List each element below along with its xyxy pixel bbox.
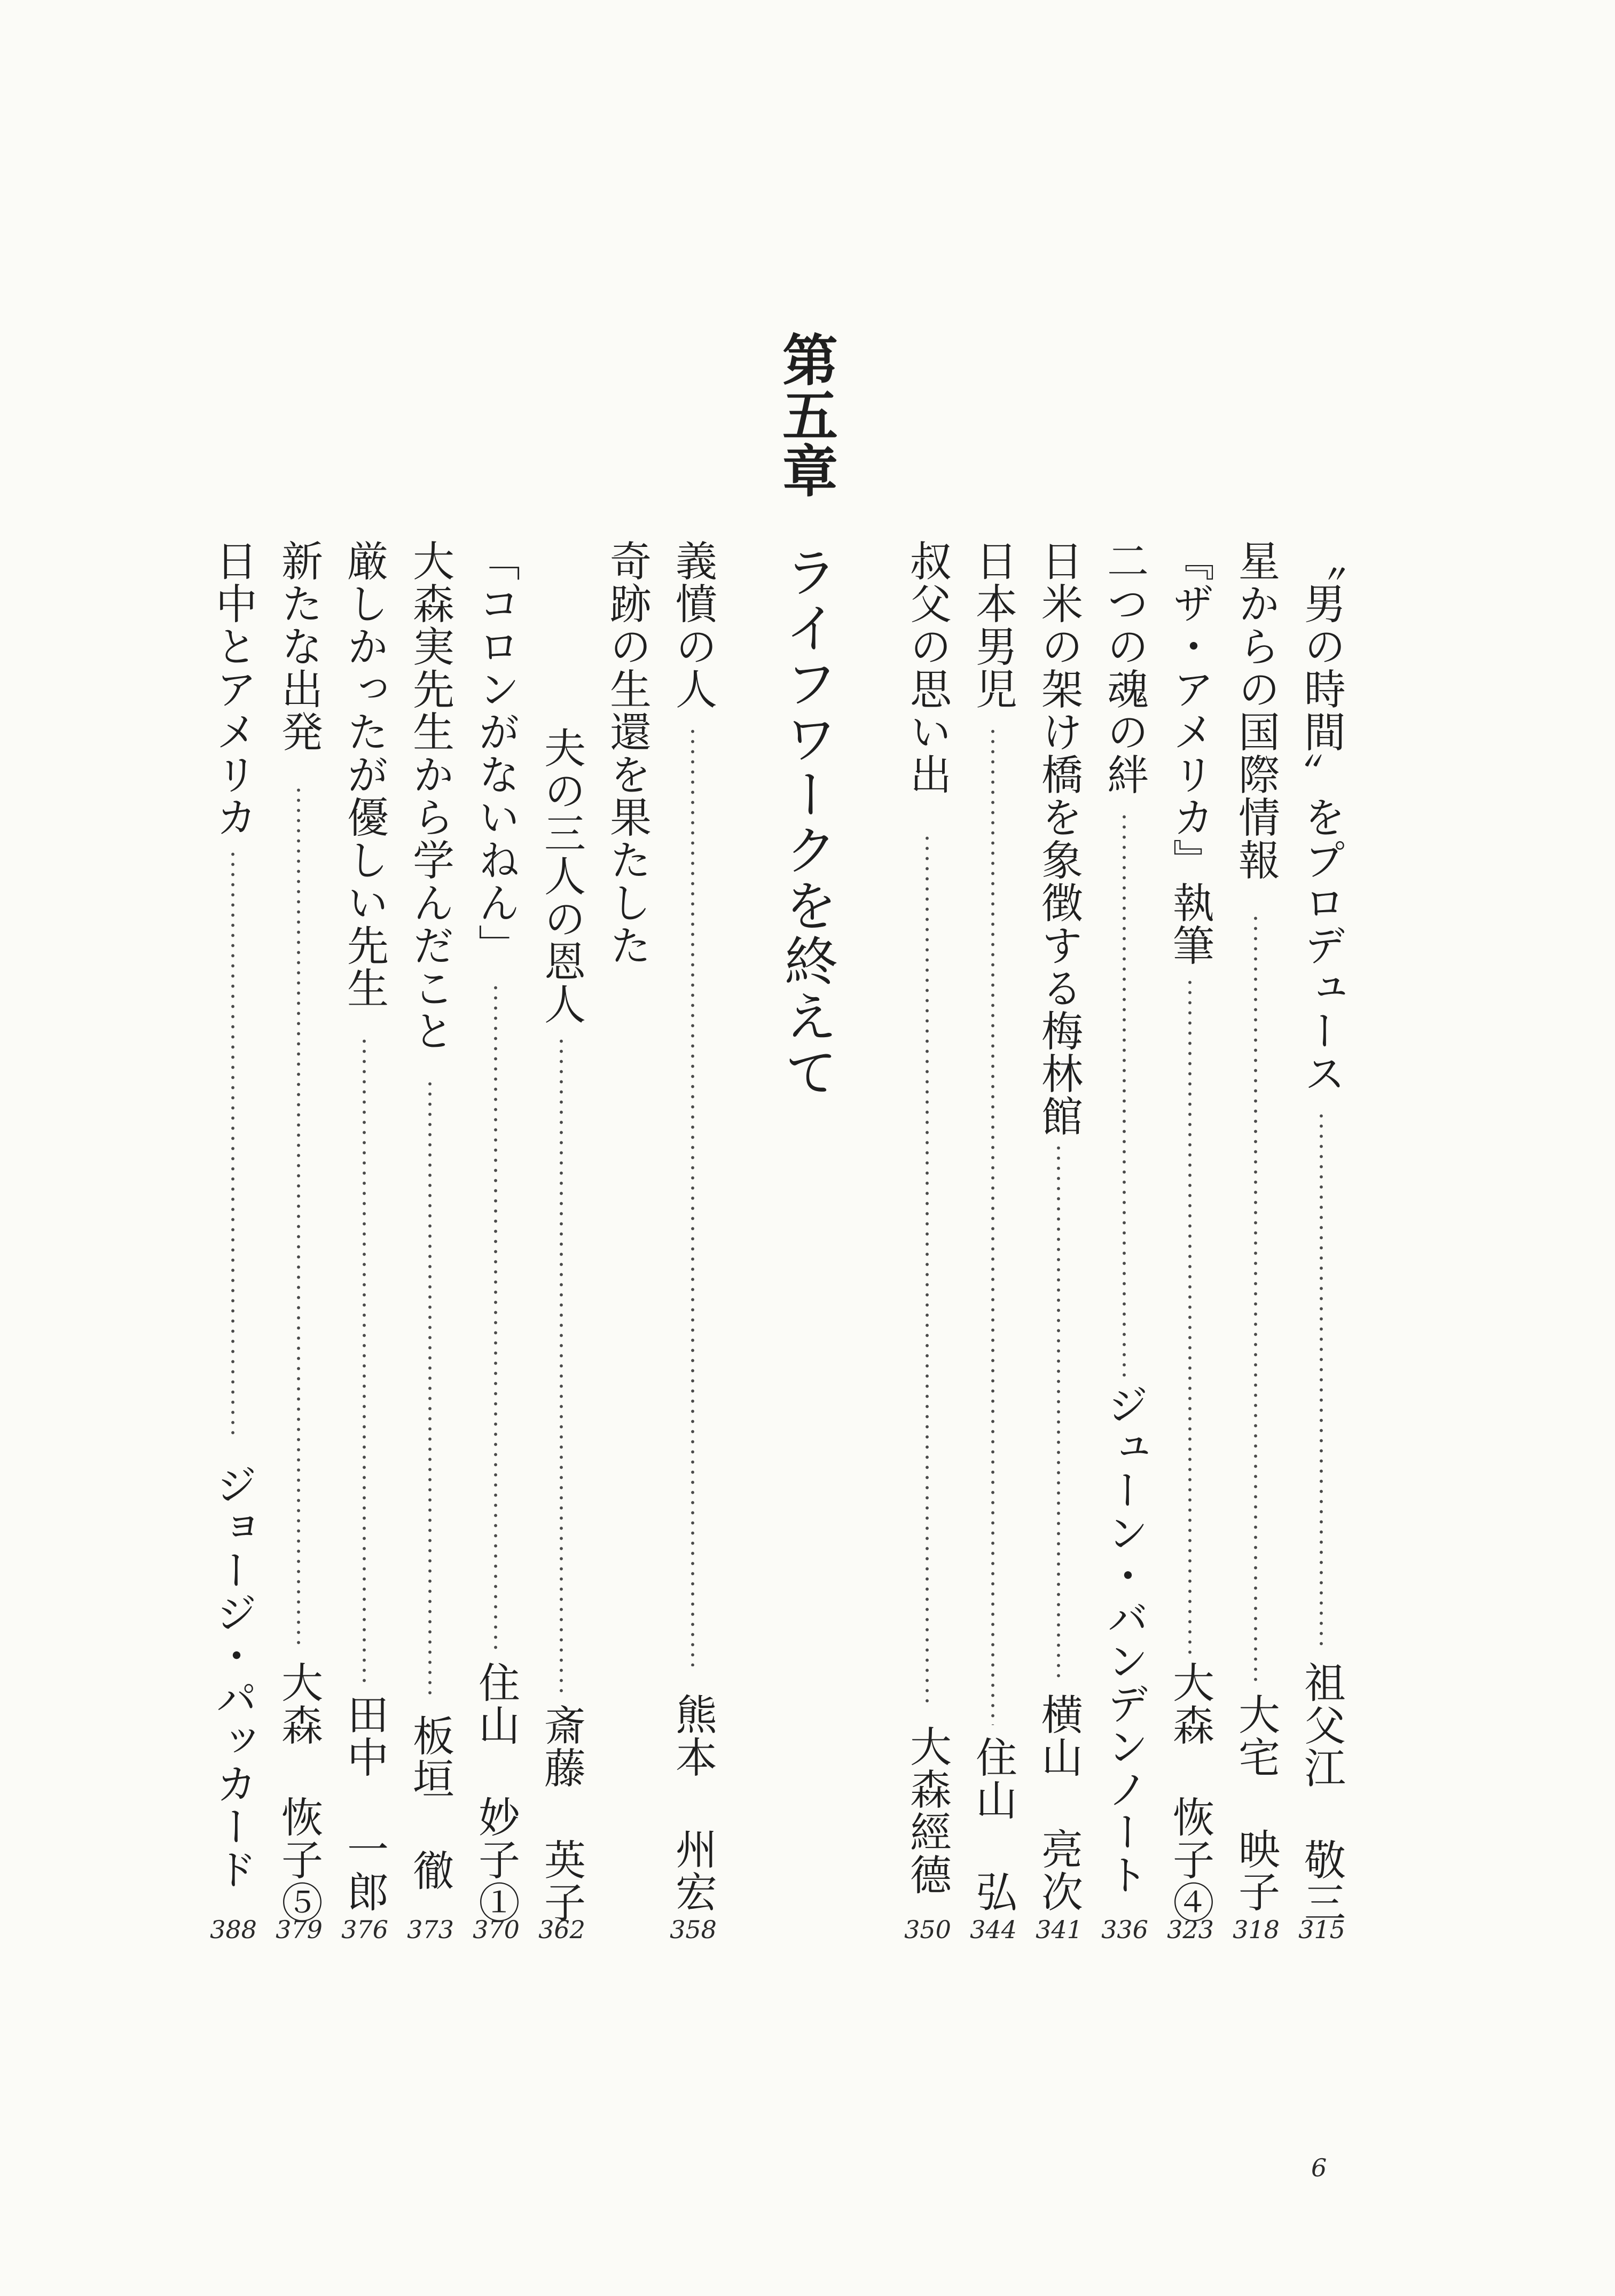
toc-page-number: 318 xyxy=(1233,1915,1280,1944)
toc-entry-author: 斎藤 英子 xyxy=(537,1704,585,1924)
toc-page-number: 373 xyxy=(407,1915,454,1944)
toc-entry-title: 大森実先生から学んだこと xyxy=(406,539,454,1052)
toc-entry-title: 義憤の人 xyxy=(669,539,717,710)
toc-page-number: 388 xyxy=(210,1915,257,1944)
toc-page-number: 362 xyxy=(538,1915,585,1944)
toc-page-number: 358 xyxy=(670,1915,717,1944)
toc-leader xyxy=(559,1036,564,1693)
toc-leader xyxy=(990,726,995,1725)
toc-entry-title: 新たな出発 xyxy=(275,539,323,753)
toc-entry-author: 熊本 州宏 xyxy=(669,1693,717,1913)
toc-entry-author: 板垣 徹 xyxy=(406,1714,454,1892)
toc-entry-author: 住山 妙子① xyxy=(472,1661,520,1924)
toc-entry-author: 大森 恢子⑤ xyxy=(275,1661,323,1924)
toc-leader xyxy=(296,785,301,1650)
toc-entry-author: ジョージ・パッカード xyxy=(209,1463,257,1891)
toc-entry-title: 日米の架け橋を象徴する梅林館 xyxy=(1034,539,1083,1138)
toc-page-number: 323 xyxy=(1167,1915,1214,1944)
toc-entry-title: 星からの国際情報 xyxy=(1232,539,1280,881)
toc-entry-author: ジューン・バンデンノート xyxy=(1100,1383,1148,1896)
toc-entry-title: 奇跡の生還を果たした xyxy=(603,539,651,967)
toc-entry-title: 〝男の時間〟をプロデュース xyxy=(1297,539,1345,1095)
toc-entry-author: 住山 弘 xyxy=(969,1736,1017,1913)
toc-leader xyxy=(1253,913,1258,1682)
toc-entry-author: 祖父江 敬三 xyxy=(1297,1661,1345,1924)
toc-entry-title: 「コロンがないねん」 xyxy=(472,539,520,967)
toc-leader xyxy=(230,849,236,1437)
chapter-title: ライフワークを終えて xyxy=(775,545,838,1100)
toc-page-number: 344 xyxy=(970,1915,1017,1944)
toc-entry-author: 大森經德 xyxy=(903,1725,951,1896)
chapter-heading: 第五章 xyxy=(773,331,838,498)
toc-leader xyxy=(493,983,498,1656)
toc-entry-author: 田中 一郎 xyxy=(340,1693,388,1913)
toc-entry-title: 二つの魂の絆 xyxy=(1100,539,1148,796)
toc-page-number: 341 xyxy=(1036,1915,1083,1944)
toc-page-number: 379 xyxy=(276,1915,323,1944)
toc-entry-author: 大宅 映子 xyxy=(1232,1693,1280,1913)
toc-entry-title: 叔父の思い出 xyxy=(903,539,951,796)
toc-leader xyxy=(690,726,695,1666)
toc-page-number: 336 xyxy=(1101,1915,1148,1944)
toc-leader xyxy=(362,1036,367,1688)
toc-page-number: 370 xyxy=(473,1915,520,1944)
toc-entry-title: 『ザ・アメリカ』執筆 xyxy=(1166,539,1214,967)
toc-leader xyxy=(1056,1143,1061,1682)
toc-leader xyxy=(1319,1111,1324,1650)
toc-leader xyxy=(924,833,930,1709)
toc-entry-title: 日中とアメリカ xyxy=(209,539,257,839)
toc-page-number: 376 xyxy=(341,1915,388,1944)
toc-page-number: 315 xyxy=(1298,1915,1345,1944)
toc-entry-title: 厳しかったが優しい先生 xyxy=(340,539,388,1009)
toc-entry-author: 横山 亮次 xyxy=(1034,1693,1083,1913)
page-number-folio: 6 xyxy=(1311,2153,1327,2182)
toc-entry-author: 大森 恢子④ xyxy=(1166,1661,1214,1924)
toc-leader xyxy=(427,1079,433,1698)
toc-leader xyxy=(1187,977,1193,1656)
toc-entry-title: 日本男児 xyxy=(969,539,1017,710)
toc-page-number: 350 xyxy=(904,1915,951,1944)
toc-entry-subtitle: 夫の三人の恩人 xyxy=(537,726,585,1025)
toc-leader xyxy=(1122,812,1127,1378)
